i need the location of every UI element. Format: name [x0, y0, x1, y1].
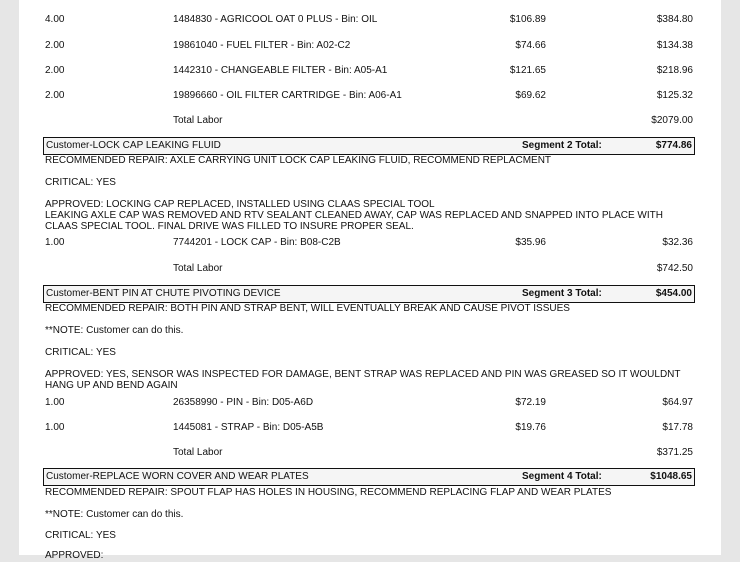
part-total: $134.38 [656, 40, 693, 51]
part-description: 1442310 - CHANGEABLE FILTER - Bin: A05-A1 [173, 65, 388, 76]
part-total: $218.96 [656, 65, 693, 76]
critical-flag: CRITICAL: YES [45, 347, 116, 358]
total-labor-value: $371.25 [656, 447, 693, 458]
approved-text: APPROVED: LOCKING CAP REPLACED, INSTALLED USING CLAAS SPECIAL TOOL [45, 199, 435, 210]
recommended-repair: RECOMMENDED REPAIR: SPOUT FLAP HAS HOLES IN HOUSING, RECOMMEND REPLACING FLAP AND WEAR PLATES [45, 487, 612, 498]
part-description: 1484830 - AGRICOOL OAT 0 PLUS - Bin: OIL [173, 14, 378, 25]
segment-total-label: Segment 2 Total: [522, 140, 602, 151]
approved-text: APPROVED: [45, 550, 104, 561]
part-unit-price: $72.19 [515, 397, 546, 408]
part-unit-price: $121.65 [509, 65, 546, 76]
critical-flag: CRITICAL: YES [45, 530, 116, 541]
part-total: $17.78 [662, 422, 693, 433]
total-labor-value: $742.50 [656, 263, 693, 274]
part-qty: 2.00 [45, 90, 65, 101]
part-unit-price: $74.66 [515, 40, 546, 51]
total-labor-value: $2079.00 [651, 115, 693, 126]
segment-total-value: $1048.65 [650, 471, 692, 482]
part-total: $384.80 [656, 14, 693, 25]
segment-2-header [43, 137, 695, 155]
segment-title: Customer-LOCK CAP LEAKING FLUID [46, 140, 221, 151]
part-description: 19896660 - OIL FILTER CARTRIDGE - Bin: A06-A1 [173, 90, 402, 101]
critical-flag: CRITICAL: YES [45, 177, 116, 188]
note-text: **NOTE: Customer can do this. [45, 325, 184, 336]
approved-detail: LEAKING AXLE CAP WAS REMOVED AND RTV SEALANT CLEANED AWAY, CAP WAS REPLACED AND SNAPPED INTO PLACE WITH CLAAS SPECIAL TOOL. FINAL DRIVE WAS FILLED TO INSURE PROPER SEAL. [45, 210, 663, 232]
segment-total-value: $774.86 [655, 140, 692, 151]
part-unit-price: $106.89 [509, 14, 546, 25]
segment-title: Customer-BENT PIN AT CHUTE PIVOTING DEVICE [46, 288, 281, 299]
segment-total-label: Segment 3 Total: [522, 288, 602, 299]
approved-text: APPROVED: YES, SENSOR WAS INSPECTED FOR DAMAGE, BENT STRAP WAS REPLACED AND PIN WAS GREASED SO IT WOULDNT HANG UP AND BEND AGAIN [45, 369, 681, 391]
part-total: $32.36 [662, 237, 693, 248]
segment-3-header [43, 285, 695, 303]
part-unit-price: $35.96 [515, 237, 546, 248]
segment-4-header [43, 468, 695, 486]
total-labor-label: Total Labor [173, 115, 223, 126]
recommended-repair: RECOMMENDED REPAIR: AXLE CARRYING UNIT LOCK CAP LEAKING FLUID, RECOMMEND REPLACMENT [45, 155, 552, 166]
part-total: $64.97 [662, 397, 693, 408]
part-description: 26358990 - PIN - Bin: D05-A6D [173, 397, 314, 408]
part-qty: 1.00 [45, 237, 65, 248]
part-qty: 2.00 [45, 40, 65, 51]
part-unit-price: $19.76 [515, 422, 546, 433]
recommended-repair: RECOMMENDED REPAIR: BOTH PIN AND STRAP BENT, WILL EVENTUALLY BREAK AND CAUSE PIVOT ISSUES [45, 303, 570, 314]
part-qty: 1.00 [45, 397, 65, 408]
invoice-page [19, 0, 721, 561]
part-qty: 2.00 [45, 65, 65, 76]
segment-total-value: $454.00 [655, 288, 692, 299]
part-total: $125.32 [656, 90, 693, 101]
part-unit-price: $69.62 [515, 90, 546, 101]
part-description: 19861040 - FUEL FILTER - Bin: A02-C2 [173, 40, 351, 51]
part-qty: 4.00 [45, 14, 65, 25]
part-qty: 1.00 [45, 422, 65, 433]
total-labor-label: Total Labor [173, 447, 223, 458]
note-text: **NOTE: Customer can do this. [45, 509, 184, 520]
segment-title: Customer-REPLACE WORN COVER AND WEAR PLATES [46, 471, 309, 482]
total-labor-label: Total Labor [173, 263, 223, 274]
segment-total-label: Segment 4 Total: [522, 471, 602, 482]
part-description: 7744201 - LOCK CAP - Bin: B08-C2B [173, 237, 341, 248]
part-description: 1445081 - STRAP - Bin: D05-A5B [173, 422, 324, 433]
